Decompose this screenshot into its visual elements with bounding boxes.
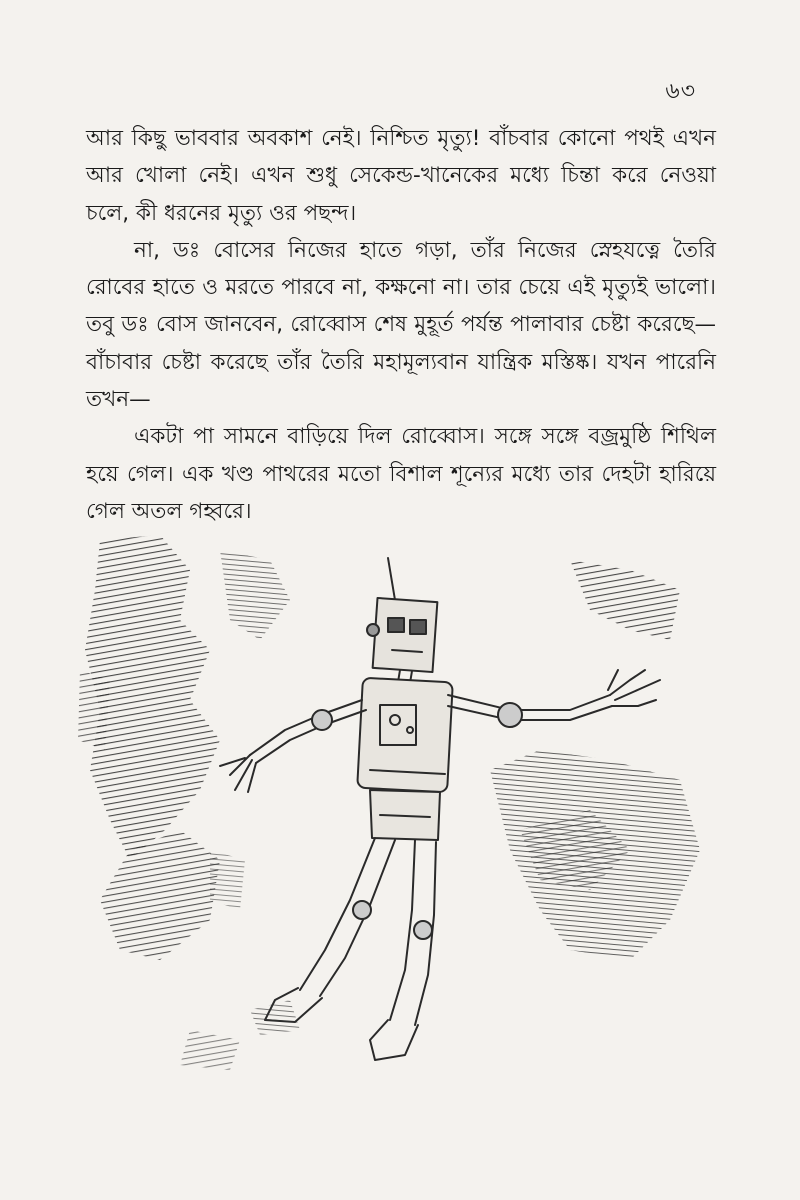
robot-falling-illustration: [70, 530, 730, 1090]
falling-rocks: [180, 1000, 300, 1070]
right-cliff: [490, 560, 700, 960]
paragraph-2: না, ডঃ বোসের নিজের হাতে গড়া, তাঁর নিজের স্নেহযত্নে তৈরি রোবের হাতে ও মরতে পারবে না, কক্ষনো না। তার চেয়ে এই মৃত্যুই ভালো। তবু ডঃ বোস জানবেন, রোব্বোস শেষ মুহূর্ত পর্যন্ত পালাবার চেষ্টা করেছে— বাঁচাবার চেষ্টা করেছে তাঁর তৈরি মহামূল্যবান যান্ত্রিক মস্তিষ্ক। যখন পারেনি তখন—: [86, 237, 716, 413]
paragraph-3: একটা পা সামনে বাড়িয়ে দিল রোব্বোস। সঙ্গে সঙ্গে বজ্রমুষ্ঠি শিথিল হয়ে গেল। এক খণ্ড পাথরের মতো বিশাল শূন্যের মধ্যে তার দেহটা হারিয়ে গেল অতল গহ্বরে।: [86, 424, 716, 524]
sketch-drawing: [70, 530, 730, 1090]
left-cliff: [78, 535, 290, 960]
body-text: [86, 120, 716, 530]
paragraph-1: আর কিছু ভাববার অবকাশ নেই। নিশ্চিত মৃত্যু! বাঁচবার কোনো পথই এখন আর খোলা নেই। এখন শুধু সেকেন্ড-খানেকের মধ্যে চিন্তা করে নেওয়া চলে, কী ধরনের মৃত্যু ওর পছন্দ।: [86, 126, 716, 226]
page-number: ৬৩: [665, 79, 696, 104]
